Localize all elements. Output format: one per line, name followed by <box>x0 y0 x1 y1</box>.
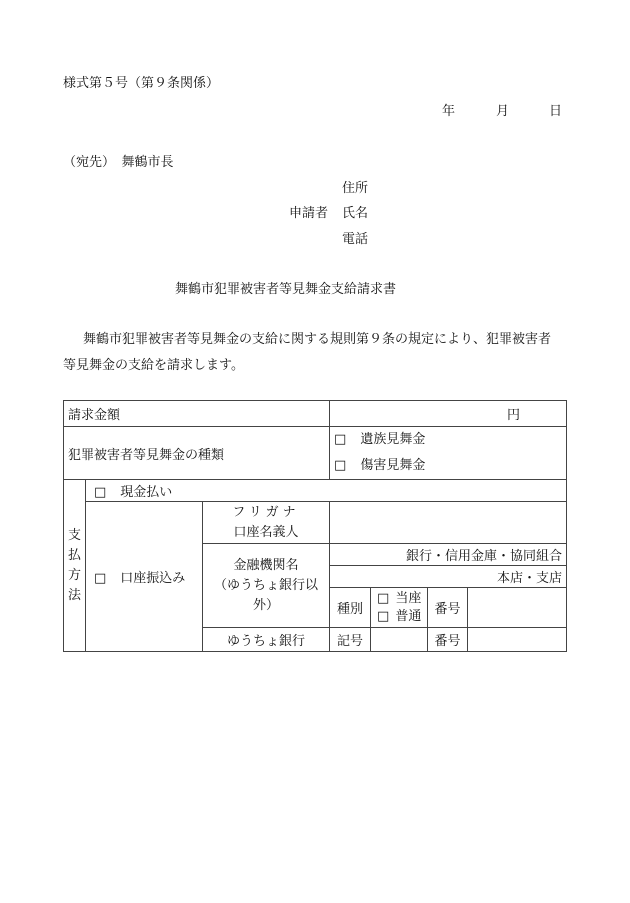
date-day: 日 <box>549 104 563 119</box>
document-title: 舞鶴市犯罪被害者等見舞金支給請求書 <box>175 282 397 297</box>
checkbox[interactable]: □ <box>94 485 107 500</box>
date-month: 月 <box>496 104 510 119</box>
name-label: 氏名 <box>342 206 369 221</box>
bereaved-option-label: 遺族見舞金 <box>360 432 426 447</box>
cash-option[interactable] <box>86 480 567 502</box>
address-label: 住所 <box>342 181 369 196</box>
compensation-type-options <box>330 427 567 480</box>
yucho-number-field[interactable] <box>468 628 567 652</box>
transfer-option[interactable] <box>86 502 203 652</box>
addressee: （宛先） 舞鶴市長 <box>63 155 174 170</box>
account-holder-text: 口座名義人 <box>233 524 299 540</box>
payment-method-label <box>64 480 86 652</box>
savings-label: 普通 <box>395 608 422 624</box>
branch-field[interactable] <box>330 566 567 588</box>
bank-name-note: （ゆうちょ銀行以外） <box>214 577 319 613</box>
checkbox[interactable]: □ <box>377 608 390 624</box>
furigana-label: フリガナ <box>232 504 300 520</box>
phone-label: 電話 <box>342 232 369 247</box>
account-number-label: 番号 <box>428 588 468 628</box>
bank-name-label <box>203 544 330 628</box>
body-line-1: 舞鶴市犯罪被害者等見舞金の支給に関する規則第９条の規定により、犯罪被害者 <box>83 332 552 347</box>
date-year: 年 <box>442 104 456 119</box>
injury-option[interactable] <box>334 453 562 479</box>
checkbox[interactable]: □ <box>334 458 347 473</box>
amount-label: 請求金額 <box>64 401 330 427</box>
cash-label: 現金払い <box>120 485 173 500</box>
yucho-label: ゆうちょ銀行 <box>203 628 330 652</box>
checkbox[interactable]: □ <box>94 571 107 586</box>
bereaved-option[interactable] <box>334 427 562 453</box>
payment-method-char: 方 <box>67 567 81 583</box>
injury-option-label: 傷害見舞金 <box>360 458 426 473</box>
bank-name-field[interactable] <box>330 544 567 566</box>
yucho-number-label: 番号 <box>428 628 468 652</box>
account-holder-label <box>203 502 330 544</box>
amount-field[interactable] <box>330 401 567 427</box>
account-holder-field[interactable] <box>330 502 567 544</box>
branch-types: 本店・支店 <box>497 571 563 586</box>
yen-label: 円 <box>507 408 521 423</box>
compensation-type-label: 犯罪被害者等見舞金の種類 <box>64 427 330 480</box>
checkbox[interactable]: □ <box>334 432 347 447</box>
checking-label: 当座 <box>395 590 422 606</box>
payment-method-char: 法 <box>67 587 81 603</box>
body-line-2: 等見舞金の支給を請求します。 <box>63 358 244 373</box>
transfer-label: 口座振込み <box>120 571 186 586</box>
account-type-options <box>371 588 428 628</box>
applicant-role-label: 申請者 <box>289 206 329 221</box>
checkbox[interactable]: □ <box>377 590 390 606</box>
account-number-field[interactable] <box>468 588 567 628</box>
savings-option[interactable] <box>377 608 423 626</box>
account-type-label: 種別 <box>330 588 371 628</box>
form-number: 様式第５号（第９条関係） <box>63 76 220 91</box>
request-form-table <box>63 400 567 652</box>
yucho-symbol-field[interactable] <box>371 628 428 652</box>
checking-option[interactable] <box>377 590 423 608</box>
bank-name-text: 金融機関名 <box>233 557 299 573</box>
bank-types: 銀行・信用金庫・協同組合 <box>406 549 563 564</box>
payment-method-char: 払 <box>67 547 81 563</box>
payment-method-char: 支 <box>67 527 81 543</box>
yucho-symbol-label: 記号 <box>330 628 371 652</box>
